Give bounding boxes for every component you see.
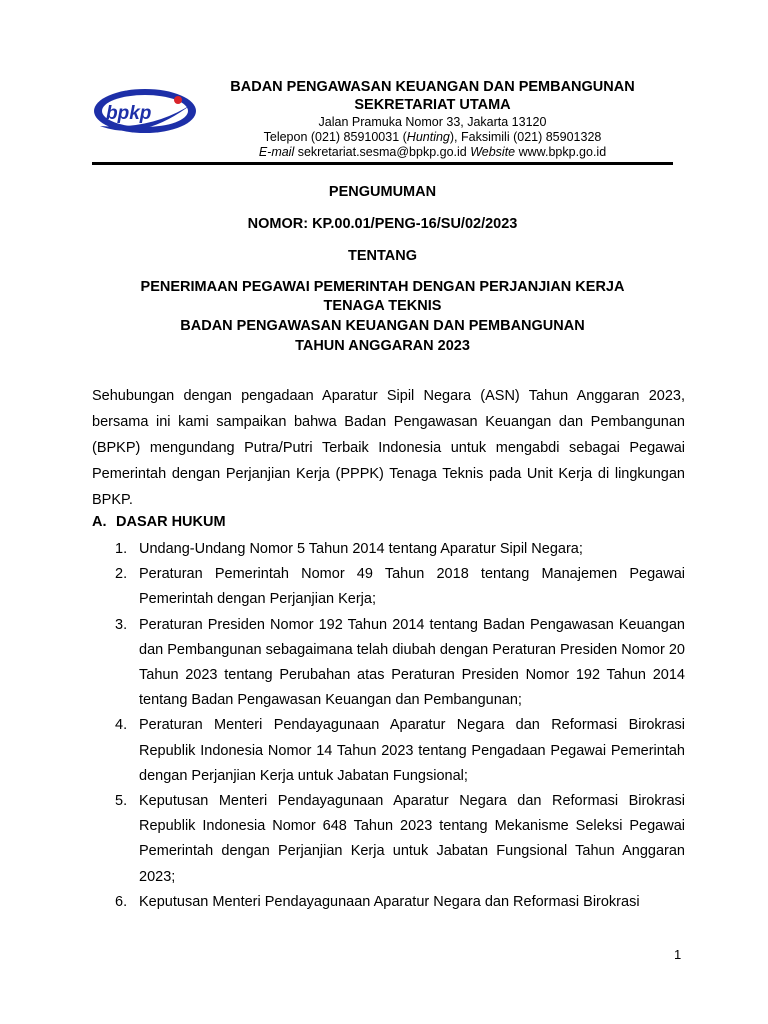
email-value[interactable]: sekretariat.sesma@bpkp.go.id xyxy=(294,145,471,159)
list-item xyxy=(115,537,685,562)
contact-line xyxy=(205,145,660,159)
unit-name: SEKRETARIAT UTAMA xyxy=(354,97,511,113)
about-label: TENTANG xyxy=(347,248,417,264)
phone-prefix: Telepon (021) 85910031 ( xyxy=(263,130,407,144)
item-number: 6. xyxy=(115,893,128,910)
section-title: DASAR HUKUM xyxy=(116,514,226,530)
subject-line-1: PENERIMAAN PEGAWAI PEMERINTAH DENGAN PERJANJIAN KERJA xyxy=(140,279,625,295)
list-item xyxy=(115,713,685,789)
phone-suffix: ), Faksimili (021) 85901328 xyxy=(449,130,602,144)
phone-hunting: Hunting xyxy=(406,130,450,144)
section-a-heading xyxy=(92,514,226,530)
phone-line xyxy=(205,130,660,144)
list-item xyxy=(115,789,685,890)
announcement-number: NOMOR: KP.00.01/PENG-16/SU/02/2023 xyxy=(247,216,518,232)
item-number: 3. xyxy=(115,616,128,633)
item-text: Peraturan Pemerintah Nomor 49 Tahun 2018 tentang Manajemen Pegawai Pemerintah dengan Perjanjian Kerja; xyxy=(139,566,685,608)
legal-basis-list xyxy=(115,537,685,915)
agency-name: BADAN PENGAWASAN KEUANGAN DAN PEMBANGUNAN xyxy=(230,79,635,95)
intro-paragraph: Sehubungan dengan pengadaan Aparatur Sipil Negara (ASN) Tahun Anggaran 2023, bersama ini kami sampaikan bahwa Badan Pengawasan Keuangan dan Pembangunan (BPKP) mengundang Putra/Putri Terbaik Indonesia untuk mengabdi sebagai Pegawai Pemerintah dengan Perjanjian Kerja (PPPK) Tenaga Teknis pada Unit Kerja di lingkungan BPKP. xyxy=(92,388,685,508)
item-number: 4. xyxy=(115,717,128,734)
item-number: 2. xyxy=(115,566,128,583)
list-item xyxy=(115,613,685,714)
subject-line-4: TAHUN ANGGARAN 2023 xyxy=(295,338,470,354)
item-number: 5. xyxy=(115,793,128,810)
page-number: 1 xyxy=(674,947,682,962)
item-text: Peraturan Presiden Nomor 192 Tahun 2014 tentang Badan Pengawasan Keuangan dan Pembangunan sebagaimana telah diubah dengan Peraturan Presiden Nomor 20 Tahun 2023 tentang Perubahan atas Peraturan Presiden Nomor 192 Tahun 2014 tentang Badan Pengawasan Keuangan dan Pembangunan; xyxy=(139,616,685,709)
website-label: Website xyxy=(470,145,516,159)
address: Jalan Pramuka Nomor 33, Jakarta 13120 xyxy=(318,115,547,129)
section-letter: A. xyxy=(92,514,107,530)
list-item xyxy=(115,562,685,612)
logo-dot xyxy=(174,96,182,104)
email-label: E-mail xyxy=(258,145,295,159)
letterhead-divider xyxy=(92,162,673,165)
item-text: Keputusan Menteri Pendayagunaan Aparatur Negara dan Reformasi Birokrasi Republik Indonesia Nomor 648 Tahun 2023 tentang Mekanisme Seleksi Pegawai Pemerintah dengan Perjanjian Kerja untuk Jabatan Fungsional Tahun Anggaran 2023; xyxy=(139,793,685,885)
announcement-heading: PENGUMUMAN xyxy=(328,184,437,200)
logo-text: bpkp xyxy=(106,103,152,124)
website-value[interactable]: www.bpkp.go.id xyxy=(515,145,607,159)
item-text: Undang-Undang Nomor 5 Tahun 2014 tentang Aparatur Sipil Negara; xyxy=(139,541,583,557)
subject-line-2: TENAGA TEKNIS xyxy=(323,298,442,314)
item-text: Keputusan Menteri Pendayagunaan Aparatur Negara dan Reformasi Birokrasi xyxy=(139,893,640,910)
list-item xyxy=(115,890,685,915)
bpkp-logo xyxy=(92,86,198,136)
item-number: 1. xyxy=(115,541,128,557)
subject-line-3: BADAN PENGAWASAN KEUANGAN DAN PEMBANGUNAN xyxy=(180,318,585,334)
item-text: Peraturan Menteri Pendayagunaan Aparatur Negara dan Reformasi Birokrasi Republik Indonesia Nomor 14 Tahun 2023 tentang Pengadaan Pegawai Pemerintah dengan Perjanjian Kerja untuk Jabatan Fungsional; xyxy=(139,717,685,784)
